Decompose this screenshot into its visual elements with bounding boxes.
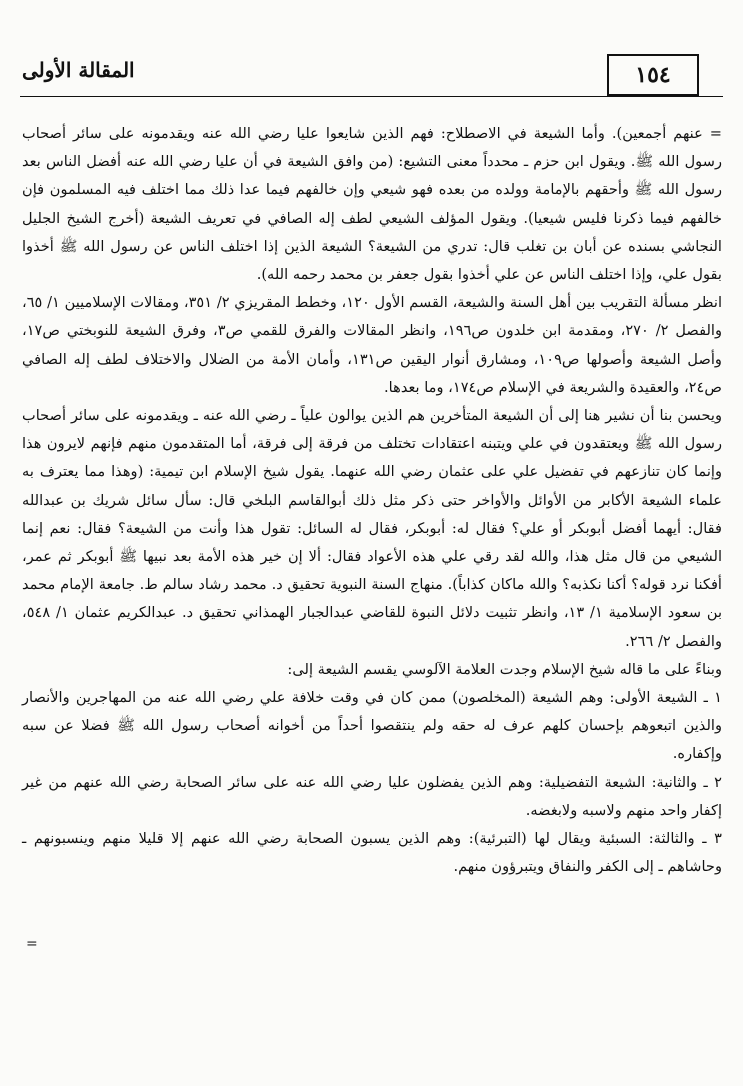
page-header	[20, 50, 723, 100]
list-item: ٣ ـ والثالثة: السبئية ويقال لها (التبرئية): وهم الذين يسبون الصحابة رضي الله عنهم إلا قليلا منهم وينسبونهم ـ وحاشاهم ـ إلى الكفر والنفاق ويتبرؤون منهم.	[22, 830, 722, 876]
footnote-body	[22, 120, 722, 881]
paragraph-references: انظر مسألة التقريب بين أهل السنة والشيعة، القسم الأول ١٢٠، وخطط المقريزي ٢/ ٣٥١، ومقالات الإسلاميين ١/ ٦٥، والفصل ٢/ ٢٧٠، ومقدمة ابن خلدون ص١٩٦، وانظر المقالات والفرق للقمي ص٣، وفرق الشيعة للنوبختي ص١٧، وأصل الشيعة وأصولها ص١٠٩، ومشارق أنوار اليقين ص١٣١، وأمان الأمة من الضلال والاختلاف لطف إله الصافي ص٢٤، والعقيدة والشريعة في الإسلام ص١٧٤، وما بعدها.	[22, 294, 723, 396]
paragraph-alusi-intro: وبناءً على ما قاله شيخ الإسلام وجدت العلامة الآلوسي يقسم الشيعة إلى:	[287, 660, 722, 678]
list-item: ٢ ـ والثانية: الشيعة التفضيلية: وهم الذين يفضلون عليا رضي الله عنه على سائر الصحابة رضي الله عنهم من غير إكفار واحد منهم ولاسبه ولابغضه.	[22, 773, 722, 819]
shia-types-list	[22, 684, 722, 881]
continuation-mark: =	[26, 936, 38, 952]
paragraph-later-shia: ويحسن بنا أن نشير هنا إلى أن الشيعة المتأخرين هم الذين يوالون علياً ـ رضي الله عنه ـ ويقدمونه على سائر أصحاب رسول الله ﷺ ويعتقدون في علي ويتبنه اعتقادات تختلف من فرقة إلى فرقة، أما المتقدمون منهم فإنهم لايرون هذا وإنما كان تنازعهم في تفضيل علي على عثمان رضي الله عنهما. يقول شيخ الإسلام ابن تيمية: (وهذا مما يعترف به علماء الشيعة الأكابر من الأوائل والأواخر حتى ذكر مثل ذلك أبوالقاسم البلخي قال: سأل سائل شريك بن عبدالله فقال: أيهما أفضل أبوبكر أو علي؟ فقال له: أبوبكر، فقال له السائل: تقول هذا وأنت من الشيعة؟ فقال: نعم إنما الشيعي من قال مثل هذا، والله لقد رقي علي هذه الأعواد فقال: ألا إن خير هذه الأمة بعد نبيها ﷺ أبوبكر ثم عمر، أفكنا نرد قوله؟ أكنا نكذبه؟ والله ماكان كذاباً). منهاج السنة النبوية تحقيق د. محمد رشاد سالم ط. جامعة الإمام محمد بن سعود الإسلامية ١/ ١٣، وانظر تثبيت دلائل النبوة للقاضي عبدالجبار الهمذاني تحقيق د. عبدالكريم عثمان ١/ ٥٤٨، والفصل ٢/ ٢٦٦.	[22, 407, 723, 650]
page-number: ١٥٤	[635, 62, 671, 88]
page-number-box	[607, 54, 699, 96]
header-rule	[20, 96, 723, 97]
chapter-title: المقالة الأولى	[22, 58, 135, 82]
list-item: ١ ـ الشيعة الأولى: وهم الشيعة (المخلصون) ممن كان في وقت خلافة علي رضي الله عنه من المهاجرين والأنصار والذين اتبعوهم بإحسان كلهم عرف له حقه ولم ينتقصوا أحداً من أخوانه أصحاب رسول الله ﷺ فضلا عن سبه وإكفاره.	[22, 689, 722, 763]
paragraph-definition: = عنهم أجمعين). وأما الشيعة في الاصطلاح: فهم الذين شايعوا عليا رضي الله عنه ويقدمونه على سائر أصحاب رسول الله ﷺ. ويقول ابن حزم ـ محدداً معنى التشيع: (من وافق الشيعة في أن عليا رضي الله عنه أفضل الناس بعد رسول الله ﷺ وأحقهم بالإمامة وولده من بعده فهو شيعي وإن خالفهم فيما عدا ذلك مما اختلف فيه المسلمون فإن خالفهم فيما ذكرنا فليس شيعيا). ويقول المؤلف الشيعي لطف إله الصافي في تعريف الشيعة (أخرج الشيخ الجليل النجاشي بسنده عن أبان بن تغلب قال: تدري من الشيعة؟ الشيعة الذين إذا اختلف الناس عن رسول الله ﷺ أخذوا بقول علي، وإذا اختلف الناس عن علي أخذوا بقول جعفر بن محمد رحمه الله).	[22, 125, 722, 284]
